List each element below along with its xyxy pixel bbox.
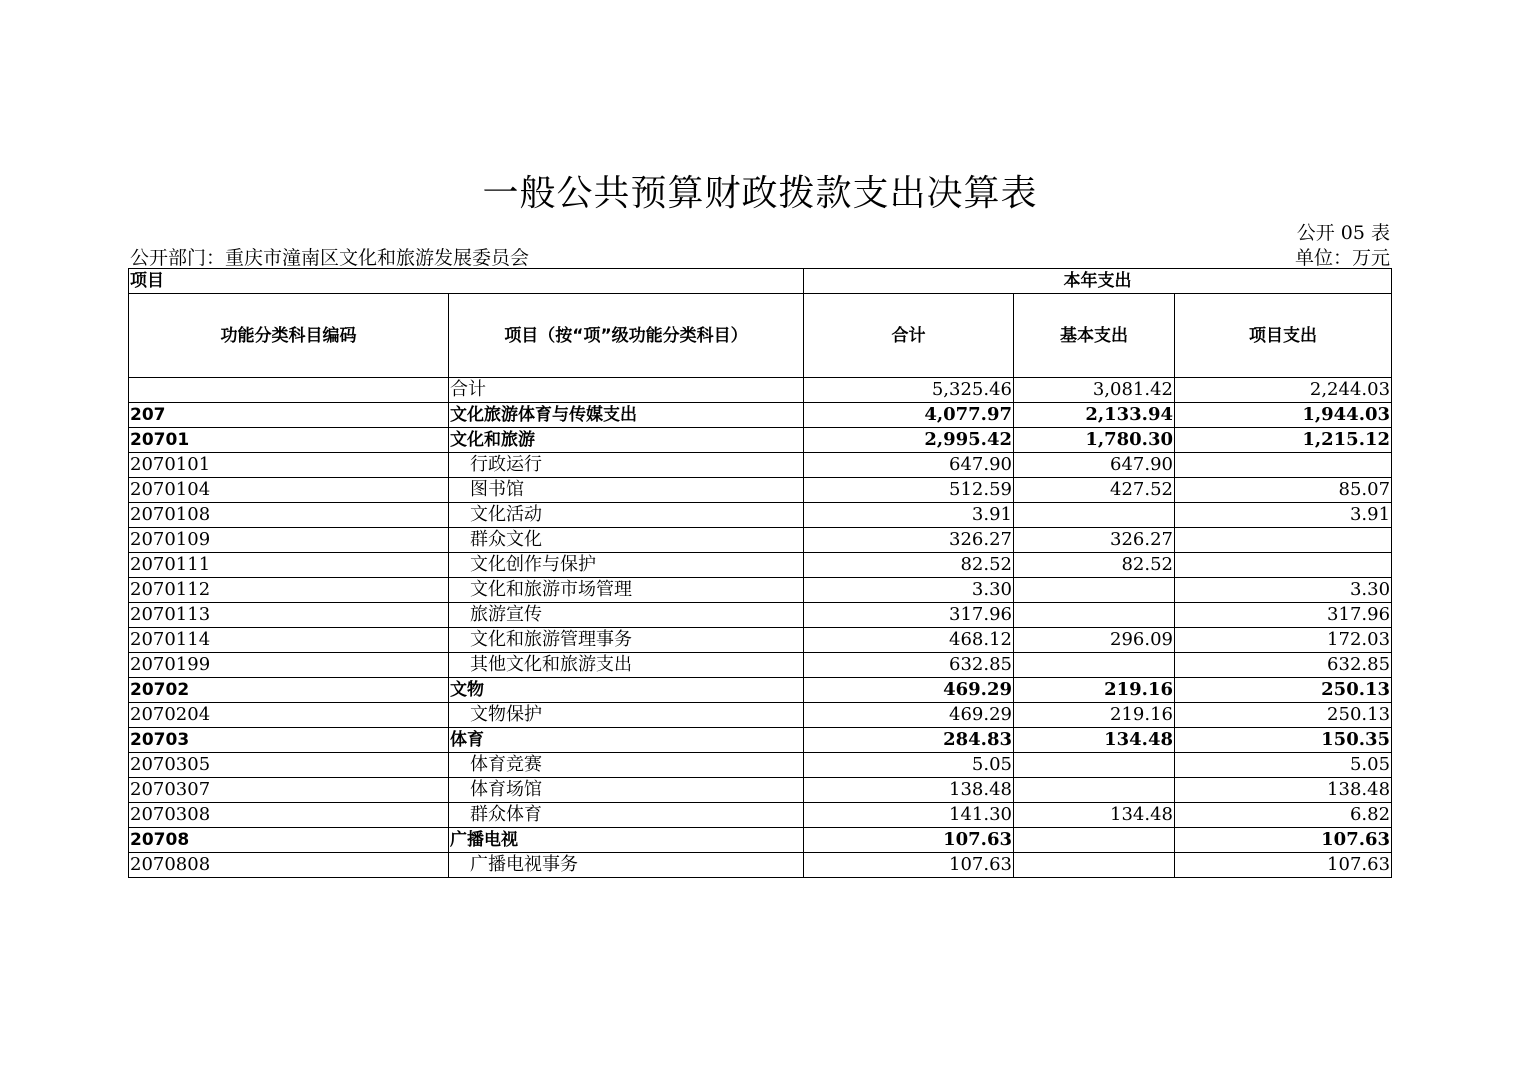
- cell-project: 85.07: [1175, 478, 1392, 503]
- header-basic: 基本支出: [1014, 294, 1175, 378]
- cell-code: 2070808: [129, 853, 449, 878]
- cell-total: 4,077.97: [804, 403, 1014, 428]
- table-row: [129, 378, 1392, 403]
- table-row: [129, 603, 1392, 628]
- cell-total: 3.91: [804, 503, 1014, 528]
- cell-name: 体育场馆: [449, 778, 804, 803]
- table-row: [129, 703, 1392, 728]
- header-code: 功能分类科目编码: [129, 294, 449, 378]
- table-row: [129, 628, 1392, 653]
- cell-total: 317.96: [804, 603, 1014, 628]
- cell-name: 行政运行: [449, 453, 804, 478]
- table-number: 公开 05 表: [1296, 222, 1390, 244]
- department-label: 公开部门：重庆市潼南区文化和旅游发展委员会: [130, 247, 530, 269]
- cell-project: 107.63: [1175, 853, 1392, 878]
- cell-project: 150.35: [1175, 728, 1392, 753]
- cell-code: 2070114: [129, 628, 449, 653]
- header-row-1: [129, 269, 1392, 294]
- header-project: 项目支出: [1175, 294, 1392, 378]
- table-row: [129, 753, 1392, 778]
- cell-code: 207: [129, 403, 449, 428]
- cell-code: 20708: [129, 828, 449, 853]
- cell-name: 文化创作与保护: [449, 553, 804, 578]
- cell-name: 图书馆: [449, 478, 804, 503]
- cell-basic: 326.27: [1014, 528, 1175, 553]
- cell-code: 2070101: [129, 453, 449, 478]
- cell-total: 469.29: [804, 703, 1014, 728]
- cell-code: 2070113: [129, 603, 449, 628]
- cell-code: [129, 378, 449, 403]
- cell-code: 20702: [129, 678, 449, 703]
- budget-table: [128, 268, 1392, 878]
- cell-basic: [1014, 578, 1175, 603]
- cell-total: 284.83: [804, 728, 1014, 753]
- cell-basic: [1014, 503, 1175, 528]
- cell-code: 2070305: [129, 753, 449, 778]
- table-row: [129, 803, 1392, 828]
- cell-total: 107.63: [804, 853, 1014, 878]
- cell-total: 138.48: [804, 778, 1014, 803]
- cell-name: 广播电视事务: [449, 853, 804, 878]
- cell-code: 2070204: [129, 703, 449, 728]
- cell-name: 文化活动: [449, 503, 804, 528]
- table-row: [129, 453, 1392, 478]
- cell-code: 2070109: [129, 528, 449, 553]
- cell-name: 其他文化和旅游支出: [449, 653, 804, 678]
- table-row: [129, 478, 1392, 503]
- cell-name: 体育: [449, 728, 804, 753]
- table-row: [129, 578, 1392, 603]
- cell-code: 2070104: [129, 478, 449, 503]
- table-row: [129, 728, 1392, 753]
- cell-code: 2070199: [129, 653, 449, 678]
- table-row: [129, 828, 1392, 853]
- cell-name: 文化和旅游: [449, 428, 804, 453]
- cell-name: 群众体育: [449, 803, 804, 828]
- header-current-year: 本年支出: [804, 269, 1392, 294]
- cell-basic: 134.48: [1014, 728, 1175, 753]
- cell-code: 2070111: [129, 553, 449, 578]
- table-row: [129, 778, 1392, 803]
- cell-project: [1175, 453, 1392, 478]
- header-item: 项目: [129, 269, 804, 294]
- cell-total: 512.59: [804, 478, 1014, 503]
- unit-label: 单位：万元: [1294, 247, 1390, 269]
- cell-basic: 219.16: [1014, 678, 1175, 703]
- cell-total: 141.30: [804, 803, 1014, 828]
- cell-basic: 2,133.94: [1014, 403, 1175, 428]
- cell-total: 632.85: [804, 653, 1014, 678]
- cell-basic: [1014, 778, 1175, 803]
- page-title: 一般公共预算财政拨款支出决算表: [482, 173, 1038, 214]
- cell-project: [1175, 528, 1392, 553]
- cell-basic: [1014, 603, 1175, 628]
- table-row: [129, 653, 1392, 678]
- cell-code: 20703: [129, 728, 449, 753]
- cell-basic: 296.09: [1014, 628, 1175, 653]
- cell-total: 3.30: [804, 578, 1014, 603]
- cell-project: 3.30: [1175, 578, 1392, 603]
- cell-basic: 219.16: [1014, 703, 1175, 728]
- cell-basic: [1014, 653, 1175, 678]
- cell-basic: 134.48: [1014, 803, 1175, 828]
- cell-project: 6.82: [1175, 803, 1392, 828]
- cell-total: 82.52: [804, 553, 1014, 578]
- cell-total: 647.90: [804, 453, 1014, 478]
- cell-project: [1175, 553, 1392, 578]
- table-row: [129, 678, 1392, 703]
- cell-name: 体育竞赛: [449, 753, 804, 778]
- cell-basic: 3,081.42: [1014, 378, 1175, 403]
- table-row: [129, 553, 1392, 578]
- cell-basic: 647.90: [1014, 453, 1175, 478]
- cell-total: 5,325.46: [804, 378, 1014, 403]
- cell-name: 文物: [449, 678, 804, 703]
- cell-total: 5.05: [804, 753, 1014, 778]
- cell-name: 文物保护: [449, 703, 804, 728]
- cell-basic: [1014, 828, 1175, 853]
- cell-project: 5.05: [1175, 753, 1392, 778]
- cell-total: 468.12: [804, 628, 1014, 653]
- cell-basic: 1,780.30: [1014, 428, 1175, 453]
- cell-project: 1,944.03: [1175, 403, 1392, 428]
- cell-total: 107.63: [804, 828, 1014, 853]
- cell-name: 广播电视: [449, 828, 804, 853]
- cell-project: 250.13: [1175, 703, 1392, 728]
- table-row: [129, 428, 1392, 453]
- cell-name: 文化和旅游市场管理: [449, 578, 804, 603]
- cell-name: 旅游宣传: [449, 603, 804, 628]
- table-row: [129, 403, 1392, 428]
- cell-basic: 427.52: [1014, 478, 1175, 503]
- cell-name: 文化旅游体育与传媒支出: [449, 403, 804, 428]
- cell-project: 2,244.03: [1175, 378, 1392, 403]
- cell-project: 3.91: [1175, 503, 1392, 528]
- cell-project: 138.48: [1175, 778, 1392, 803]
- header-total: 合计: [804, 294, 1014, 378]
- cell-total: 469.29: [804, 678, 1014, 703]
- header-row-2: [129, 294, 1392, 378]
- cell-code: 2070112: [129, 578, 449, 603]
- cell-code: 20701: [129, 428, 449, 453]
- cell-name: 文化和旅游管理事务: [449, 628, 804, 653]
- header-item-name: 项目（按“项”级功能分类科目）: [449, 294, 804, 378]
- cell-basic: [1014, 753, 1175, 778]
- cell-code: 2070108: [129, 503, 449, 528]
- cell-total: 2,995.42: [804, 428, 1014, 453]
- cell-code: 2070307: [129, 778, 449, 803]
- cell-code: 2070308: [129, 803, 449, 828]
- table-row: [129, 503, 1392, 528]
- cell-basic: 82.52: [1014, 553, 1175, 578]
- cell-name: 群众文化: [449, 528, 804, 553]
- cell-project: 250.13: [1175, 678, 1392, 703]
- table-row: [129, 853, 1392, 878]
- cell-name: 合计: [449, 378, 804, 403]
- cell-project: 317.96: [1175, 603, 1392, 628]
- cell-basic: [1014, 853, 1175, 878]
- cell-project: 632.85: [1175, 653, 1392, 678]
- cell-project: 172.03: [1175, 628, 1392, 653]
- cell-total: 326.27: [804, 528, 1014, 553]
- table-row: [129, 528, 1392, 553]
- cell-project: 1,215.12: [1175, 428, 1392, 453]
- cell-project: 107.63: [1175, 828, 1392, 853]
